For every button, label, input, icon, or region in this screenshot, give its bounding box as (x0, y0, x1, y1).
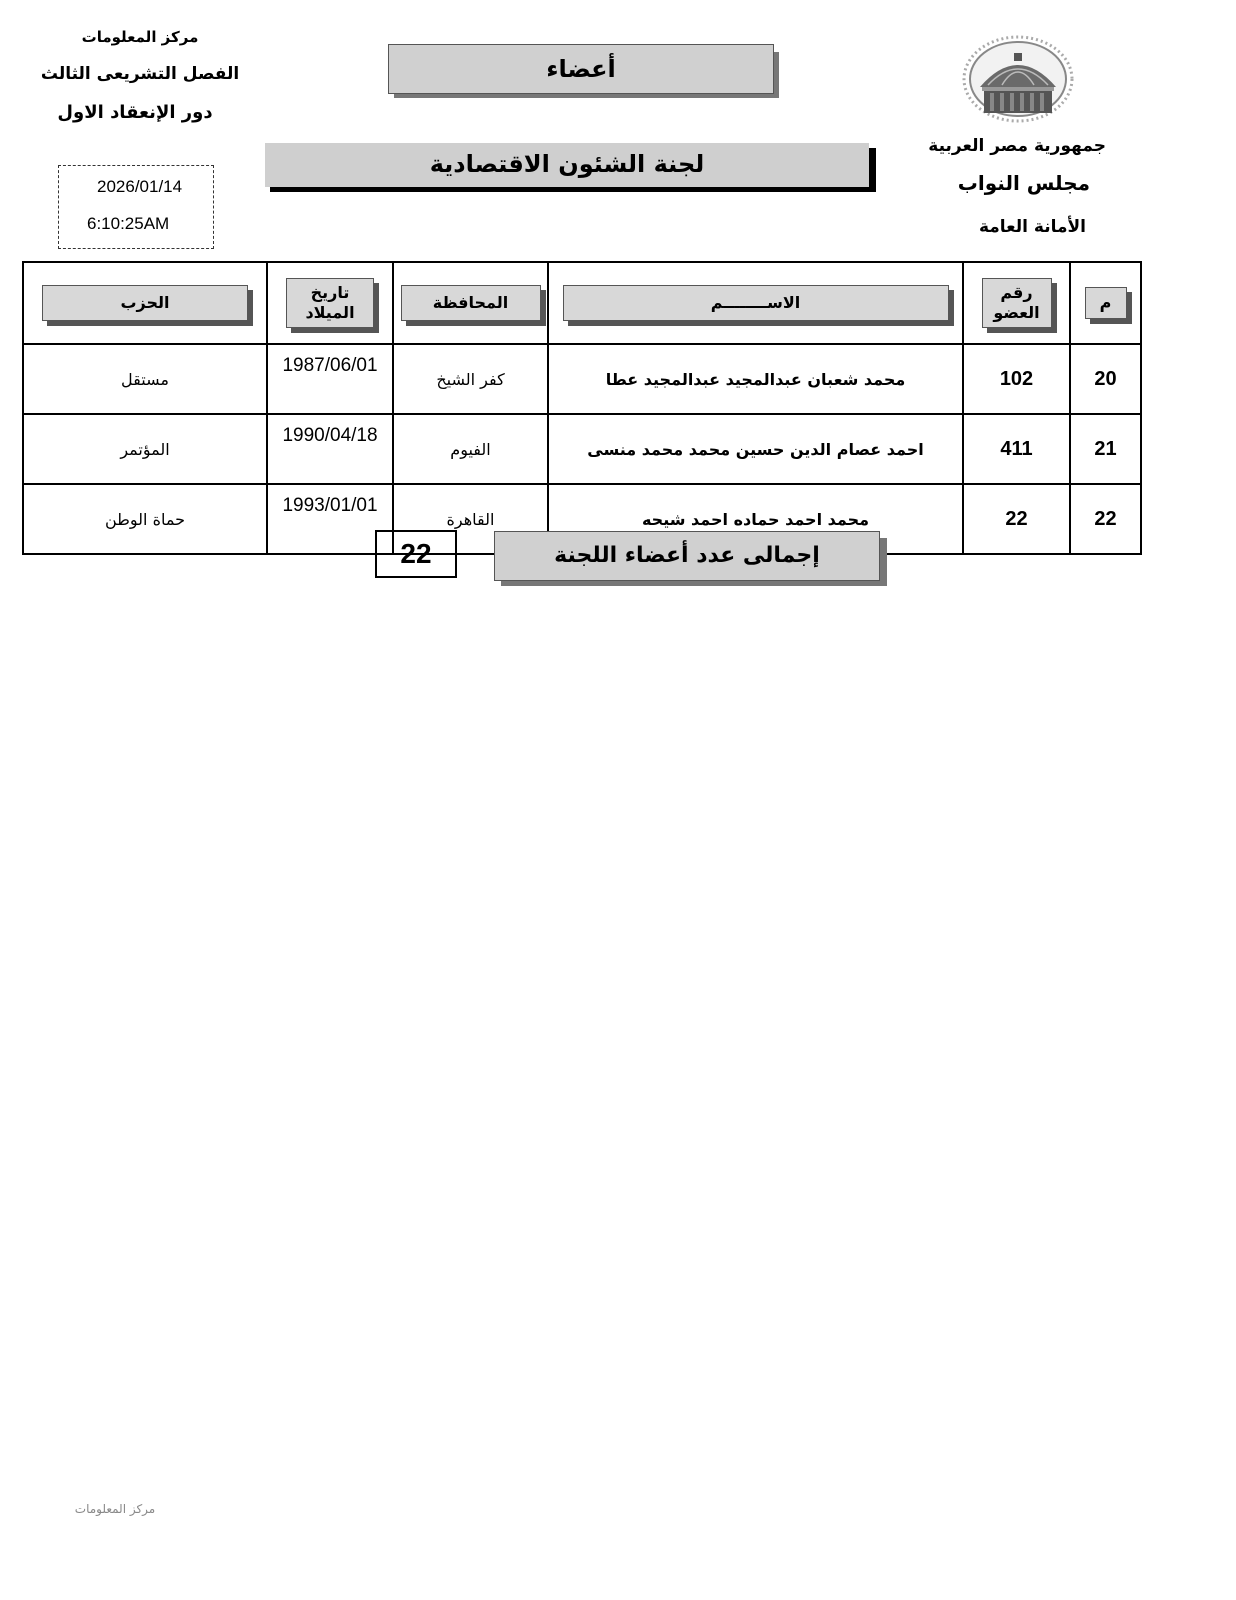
cell-name: احمد عصام الدين حسين محمد محمد منسى (548, 414, 963, 484)
cell-member-no: 102 (963, 344, 1070, 414)
cell-party: مستقل (23, 344, 267, 414)
print-time: 6:10:25AM (87, 214, 170, 233)
header-birth-line1: تاريخ (310, 283, 350, 302)
session-label: دور الإنعقاد الاول (57, 102, 213, 123)
cell-birth-date: 1990/04/18 (267, 414, 393, 484)
header-member-no-line2: العضو (993, 303, 1040, 322)
header-member-no-line1: رقم (1000, 283, 1033, 302)
table-row (23, 344, 1141, 414)
members-table (22, 261, 1142, 555)
info-center-label: مركز المعلومات (81, 28, 199, 46)
header-governorate-label: المحافظة (401, 285, 541, 321)
header-birth-line2: الميلاد (305, 303, 355, 322)
cell-index: 21 (1070, 414, 1141, 484)
header-party (23, 262, 267, 344)
house-label: مجلس النواب (957, 171, 1090, 195)
header-governorate (393, 262, 548, 344)
cell-party: المؤتمر (23, 414, 267, 484)
cell-birth-date: 1993/01/01 (267, 484, 393, 554)
cell-index: 22 (1070, 484, 1141, 554)
cell-name: محمد شعبان عبدالمجيد عبدالمجيد عطا (548, 344, 963, 414)
footer-info-center: مركز المعلومات (74, 1502, 156, 1516)
cell-birth-date: 1987/06/01 (267, 344, 393, 414)
header-index-label: م (1085, 287, 1127, 319)
title-banner: أعضاء (388, 44, 774, 94)
print-date: 2026/01/14 (97, 177, 183, 196)
total-members-label: إجمالى عدد أعضاء اللجنة (494, 531, 880, 581)
header-birth-date-label (286, 278, 374, 328)
republic-label: جمهورية مصر العربية (928, 136, 1106, 156)
cell-governorate: كفر الشيخ (393, 344, 548, 414)
cell-name: محمد احمد حماده احمد شيحه (548, 484, 963, 554)
header-birth-date (267, 262, 393, 344)
cell-governorate: الفيوم (393, 414, 548, 484)
committee-banner: لجنة الشئون الاقتصادية (265, 143, 869, 187)
general-secretariat-label: الأمانة العامة (978, 217, 1086, 237)
header-party-label: الحزب (42, 285, 248, 321)
header-member-no-label (982, 278, 1052, 328)
parliament-logo (962, 35, 1074, 123)
header-member-no (963, 262, 1070, 344)
cell-governorate: القاهرة (393, 484, 548, 554)
header-name (548, 262, 963, 344)
cell-index: 20 (1070, 344, 1141, 414)
cell-party: حماة الوطن (23, 484, 267, 554)
header-name-label: الاســــــــم (563, 285, 949, 321)
total-members-value: 22 (375, 530, 457, 578)
cell-member-no: 22 (963, 484, 1070, 554)
table-row (23, 414, 1141, 484)
cell-member-no: 411 (963, 414, 1070, 484)
legislative-term-label: الفصل التشريعى الثالث (40, 64, 240, 84)
print-stamp-box (58, 165, 214, 249)
header-index (1070, 262, 1141, 344)
table-header-row (23, 262, 1141, 344)
